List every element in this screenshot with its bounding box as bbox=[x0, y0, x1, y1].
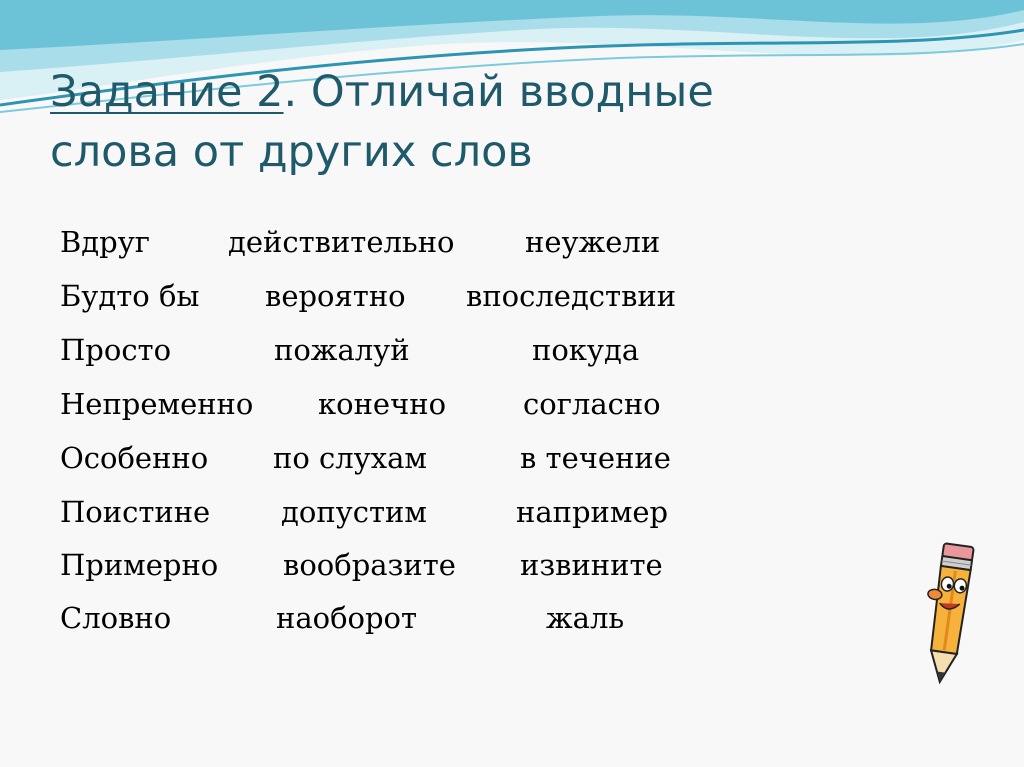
word-cell: согласно bbox=[523, 387, 661, 421]
pencil-character-icon bbox=[910, 540, 980, 692]
title-task-number: Задание 2 bbox=[50, 67, 284, 117]
word-cell: извините bbox=[520, 548, 663, 582]
word-cell: Поистине bbox=[60, 495, 211, 529]
word-cell: вероятно bbox=[265, 279, 406, 313]
word-cell: Особенно bbox=[60, 441, 209, 475]
word-cell: покуда bbox=[532, 333, 640, 367]
word-cell: наоборот bbox=[276, 601, 418, 635]
word-cell: по слухам bbox=[273, 441, 427, 475]
word-cell: Будто бы bbox=[60, 279, 200, 313]
word-cell: впоследствии bbox=[466, 279, 677, 313]
slide-title bbox=[50, 62, 714, 182]
word-cell: неужели bbox=[525, 225, 661, 259]
word-cell: жаль bbox=[546, 601, 625, 635]
word-cell: действительно bbox=[228, 225, 455, 259]
title-line-2: слова от других слов bbox=[50, 127, 533, 177]
title-instruction: . Отличай вводные bbox=[283, 67, 714, 117]
word-cell: Просто bbox=[60, 333, 172, 367]
word-cell: допустим bbox=[281, 495, 427, 529]
word-cell: Непременно bbox=[60, 387, 254, 421]
word-cell: Словно bbox=[60, 601, 172, 635]
word-cell: вообразите bbox=[283, 548, 456, 582]
word-cell: Примерно bbox=[60, 548, 219, 582]
word-cell: пожалуй bbox=[274, 333, 410, 367]
word-cell: конечно bbox=[318, 387, 447, 421]
word-cell: например bbox=[516, 495, 669, 529]
word-cell: Вдруг bbox=[60, 225, 150, 259]
word-cell: в течение bbox=[520, 441, 671, 475]
